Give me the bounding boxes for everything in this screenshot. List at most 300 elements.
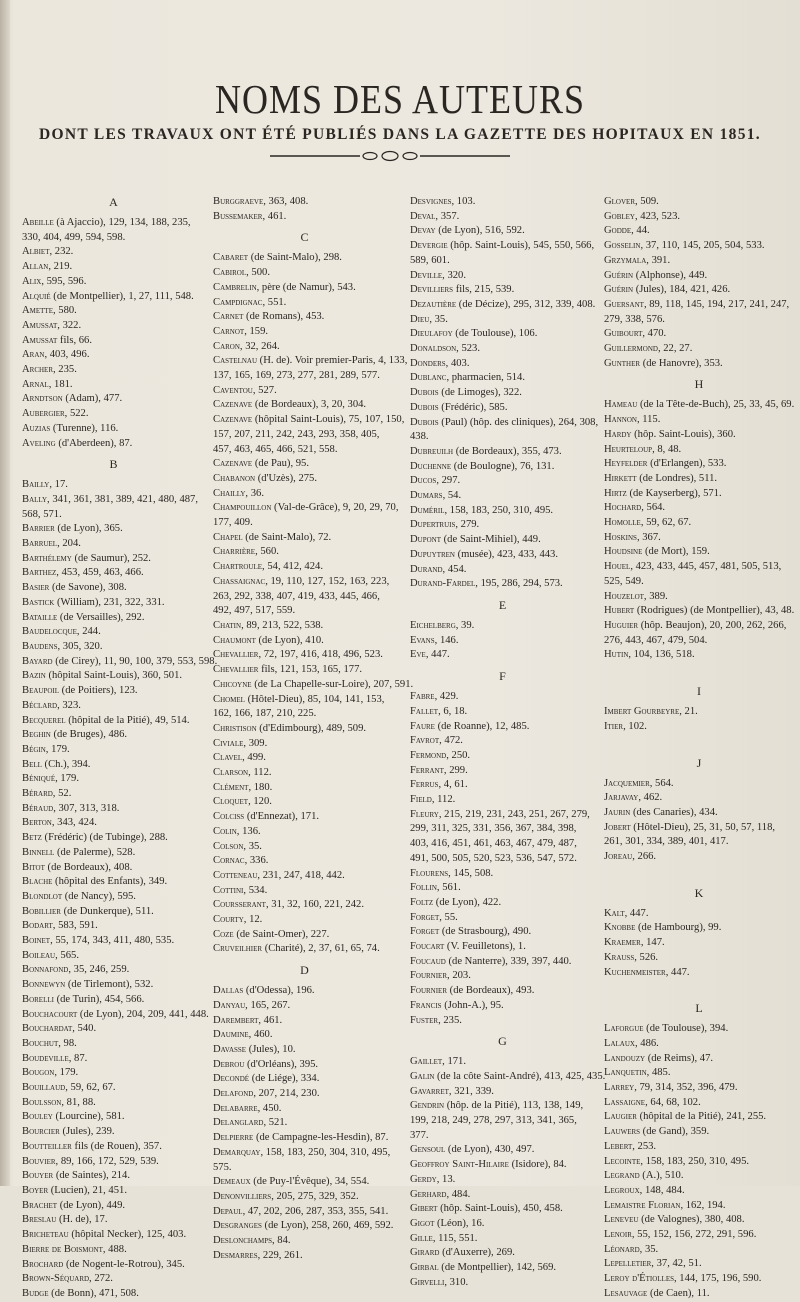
section-letter: K: [694, 885, 704, 900]
author-entry: [410, 386, 595, 401]
author-name: Girard: [410, 1247, 440, 1259]
author-references: (A.), 510.: [639, 1170, 684, 1182]
author-name: Boyer: [22, 1185, 49, 1196]
author-entry: [213, 781, 396, 796]
author-entry: [604, 966, 794, 981]
author-references: (John-A.), 95.: [441, 999, 504, 1011]
author-references: , 453, 459, 463, 466.: [56, 567, 144, 579]
author-references: , 203.: [447, 970, 471, 982]
author-name: Gensoul: [410, 1144, 446, 1156]
author-entry: [213, 751, 396, 766]
author-name: Francis: [410, 999, 442, 1011]
author-entry: [213, 531, 396, 546]
author-references: 177, 409.: [213, 517, 253, 529]
author-name: Béclard: [22, 699, 58, 711]
author-references: (de Puy-l'Évêque), 34, 554.: [250, 1176, 370, 1188]
author-references: (des Canaries), 434.: [630, 806, 718, 818]
author-name: Charrière: [213, 546, 256, 558]
author-entry: [213, 1234, 396, 1249]
author-references: (de Lyon), 449.: [57, 1199, 126, 1211]
author-name: Bouillaud: [22, 1082, 66, 1094]
author-references: (de Nancy), 595.: [62, 890, 136, 902]
author-entry: [22, 963, 205, 978]
author-references: 575.: [213, 1161, 232, 1173]
author-entry: [604, 705, 794, 720]
author-name: Follin: [410, 882, 437, 894]
author-name: Aran: [22, 349, 45, 361]
author-name: Cazenave: [213, 399, 253, 411]
author-entry: [410, 577, 595, 592]
author-references: , 59, 62, 67.: [640, 517, 692, 529]
author-references: , 147.: [640, 937, 665, 949]
author-entry: [410, 634, 595, 649]
author-name: Duméril: [410, 504, 445, 516]
author-references: (de Bordeaux), 3, 20, 304.: [252, 399, 367, 411]
author-references: , 35.: [243, 840, 262, 852]
author-references: , 207, 214, 230.: [253, 1088, 320, 1100]
author-references: (Alphonse), 449.: [633, 269, 708, 281]
author-references: 279, 338, 576.: [604, 313, 665, 325]
author-name: Bastick: [22, 596, 55, 608]
author-name: Burggraeve: [213, 196, 264, 207]
author-name: Beaupoil: [22, 685, 60, 697]
author-entry: [410, 269, 595, 284]
author-name: Gosselin: [604, 240, 641, 252]
author-entry: [213, 619, 396, 634]
author-references: , 44.: [631, 225, 650, 237]
author-entry: [213, 251, 396, 266]
author-name: Foltz: [410, 896, 434, 908]
author-references: , 35, 246, 259.: [68, 964, 130, 976]
author-name: Carnet: [213, 311, 244, 323]
author-name: Hirtz: [604, 487, 627, 499]
author-entry: [604, 413, 794, 428]
author-entry: [22, 493, 205, 508]
author-name: Blondlot: [22, 890, 63, 902]
author-entry: [22, 348, 205, 363]
author-name: Jacquemier: [604, 777, 650, 789]
author-references: , 266.: [632, 851, 657, 863]
author-references: , 363, 408.: [263, 196, 309, 207]
author-entry: [213, 1131, 396, 1146]
author-name: Desmarres: [213, 1249, 258, 1261]
author-entry: [604, 1155, 794, 1170]
author-name: Courty: [213, 914, 244, 926]
author-entry: [410, 837, 595, 852]
author-entry: [604, 936, 794, 951]
author-references: , 179.: [45, 743, 70, 755]
author-name: Knobbe: [604, 922, 636, 934]
author-references: (hôp. Saint-Louis), 450, 458.: [437, 1203, 563, 1215]
author-name: Guillermond: [604, 343, 658, 355]
author-entry: [213, 1072, 396, 1087]
author-entry: [213, 1205, 396, 1220]
author-entry: [410, 195, 595, 210]
author-entry: [410, 460, 595, 475]
author-entry: [213, 999, 396, 1014]
author-entry: [213, 1146, 396, 1161]
author-entry: [410, 401, 595, 416]
author-name: Cabaret: [213, 252, 249, 264]
author-references: , 146.: [434, 634, 459, 646]
author-entry: [604, 575, 794, 590]
author-references: , 534.: [243, 884, 268, 896]
author-references: (Lourcine), 581.: [52, 1111, 125, 1123]
author-references: , 180.: [248, 781, 273, 793]
author-references: (Adam), 477.: [62, 393, 123, 405]
author-entry: [22, 290, 205, 305]
author-entry: [213, 325, 396, 340]
author-name: Cambrelin: [213, 281, 257, 293]
author-entry: [213, 501, 399, 516]
author-name: Castelnau: [213, 355, 258, 367]
author-entry: [604, 590, 794, 605]
author-entry: [213, 869, 396, 884]
author-name: Dieulafoy: [410, 328, 453, 340]
author-references: , 560.: [255, 546, 279, 558]
author-name: Boutteiller: [22, 1140, 72, 1152]
author-entry: [22, 231, 205, 246]
author-name: Betz: [22, 832, 42, 844]
author-references: , pharmacien, 514.: [446, 372, 525, 384]
author-entry: [604, 907, 794, 922]
author-references: (hôp. Beaujon), 20, 200, 262, 266,: [638, 619, 787, 631]
author-references: , 583, 591.: [52, 920, 98, 932]
author-name: Houdsine: [604, 546, 643, 558]
author-entry: [213, 913, 396, 928]
author-name: Barthez: [22, 567, 57, 579]
author-references: , 580.: [52, 305, 77, 317]
author-entry: [22, 919, 205, 934]
author-entry: [22, 566, 205, 581]
author-references: , 54.: [442, 490, 462, 502]
author-entry: [22, 1155, 205, 1170]
author-references: (Charité), 2, 37, 61, 65, 74.: [262, 943, 380, 955]
author-name: Donders: [410, 357, 446, 369]
section-letter: J: [696, 755, 702, 770]
author-references: (de Strasbourg), 490.: [439, 926, 532, 938]
author-entry: [410, 563, 595, 578]
author-entry: [410, 1085, 595, 1100]
index-column-1: [22, 195, 218, 1302]
author-references: , 35.: [639, 1243, 659, 1255]
author-references: , 204.: [57, 538, 81, 550]
author-entry: [410, 1070, 606, 1085]
author-entry: [604, 487, 794, 502]
author-name: Ducos: [410, 475, 437, 487]
author-name: Gille: [410, 1232, 433, 1244]
author-entry: [22, 831, 205, 846]
author-references: , 367.: [636, 531, 661, 543]
author-references: (de Romans), 453.: [243, 311, 325, 323]
author-references: , 64, 68, 102.: [645, 1096, 701, 1108]
author-entry: [604, 327, 794, 342]
author-references: (de Versailles), 292.: [57, 611, 145, 623]
author-name: Bobillier: [22, 905, 61, 917]
author-name: Cruveilhier: [213, 943, 263, 955]
author-name: Durand-Fardel: [410, 578, 476, 590]
author-name: Alix: [22, 275, 42, 287]
author-references: , 336.: [244, 855, 269, 867]
author-name: Lepelletier: [604, 1258, 652, 1270]
author-entry: [22, 699, 205, 714]
author-name: Deval: [410, 210, 436, 222]
author-name: Archer: [22, 364, 53, 376]
author-name: Bouchut: [22, 1037, 59, 1049]
author-name: Fournier: [410, 985, 448, 997]
author-references: (de Bonn), 471, 508.: [48, 1287, 139, 1299]
index-column-4: [604, 195, 794, 1302]
author-name: Grzymala: [604, 254, 647, 266]
author-references: (d'Erlangen), 533.: [647, 458, 727, 470]
author-name: Dupont: [410, 534, 441, 546]
author-entry: [22, 816, 205, 831]
author-references: , 8, 48.: [652, 443, 682, 455]
author-entry: [213, 634, 396, 649]
author-name: Glover: [604, 196, 635, 207]
author-references: , 162, 194.: [680, 1199, 726, 1211]
author-references: (hôpital des Enfants), 349.: [52, 876, 168, 888]
author-references: (de Lyon), 365.: [54, 523, 123, 535]
author-entry: [410, 999, 595, 1014]
author-references: 261, 301, 334, 389, 401, 417.: [604, 836, 729, 848]
author-entry: [410, 881, 595, 896]
author-name: Flourens: [410, 867, 449, 879]
author-references: , 540.: [72, 1023, 97, 1035]
author-references: (H. de), 17.: [56, 1214, 108, 1226]
section-spacer: [604, 865, 794, 880]
author-references: , 486.: [634, 1037, 659, 1049]
author-entry: [604, 921, 794, 936]
author-references: , 321, 339.: [448, 1085, 494, 1097]
author-entry: [213, 928, 396, 943]
author-name: Colson: [213, 840, 244, 852]
author-name: Delpierre: [213, 1132, 254, 1144]
author-references: (d'Uzès), 275.: [255, 472, 318, 484]
author-references: 568, 571.: [22, 508, 62, 520]
author-name: Bonnewyn: [22, 979, 66, 991]
author-name: Durand: [410, 563, 443, 575]
author-entry: [22, 772, 205, 787]
author-references: , 461.: [258, 1014, 283, 1026]
author-references: (d'Edimbourg), 489, 509.: [256, 722, 367, 734]
author-references: , 526.: [634, 951, 659, 963]
author-references: (de Boulogne), 76, 131.: [451, 460, 555, 472]
author-name: Clavel: [213, 752, 243, 764]
author-entry: [22, 1287, 205, 1302]
author-name: Demeaux: [213, 1176, 251, 1188]
author-references: , 307, 313, 318.: [53, 802, 120, 814]
section-letter: C: [300, 230, 309, 245]
author-references: (Jules), 10.: [246, 1043, 296, 1055]
author-entry: [410, 416, 599, 431]
author-name: Amette: [22, 305, 53, 317]
author-references: , 235.: [438, 1014, 462, 1026]
author-name: Christison: [213, 722, 257, 734]
author-name: Danyau: [213, 999, 246, 1011]
author-name: Cornac: [213, 855, 245, 867]
author-name: Heurteloup: [604, 443, 653, 455]
author-name: Eve: [410, 649, 426, 661]
author-references: , 565.: [55, 949, 79, 961]
author-entry: [22, 728, 205, 743]
author-name: Faure: [410, 720, 435, 732]
author-entry: [22, 949, 205, 964]
author-name: Cazenave: [213, 414, 253, 426]
author-name: Aubergier: [22, 408, 65, 420]
author-entry: [410, 940, 595, 955]
author-entry: [604, 239, 794, 254]
author-references: , 454.: [442, 563, 467, 575]
author-references: (de Bordeaux), 493.: [447, 985, 535, 997]
author-entry: [213, 898, 396, 913]
author-name: Bataille: [22, 611, 58, 623]
author-references: (de Campagne-les-Hesdin), 87.: [253, 1132, 389, 1144]
author-references: (Paul) (hôp. des cliniques), 264, 308,: [438, 416, 599, 428]
author-entry: [604, 1243, 794, 1258]
author-references: (de Reims), 47.: [645, 1052, 714, 1064]
author-references: , 158, 183, 250, 310, 495.: [444, 504, 554, 516]
author-references: 589, 601.: [410, 254, 450, 266]
author-references: (de Lyon), 422.: [433, 896, 502, 908]
author-name: Basier: [22, 582, 50, 594]
author-name: Girbal: [410, 1262, 439, 1274]
author-name: Guérin: [604, 269, 634, 281]
author-references: , 205, 275, 329, 352.: [271, 1191, 359, 1202]
author-name: Davasse: [213, 1043, 247, 1055]
author-entry: [22, 684, 205, 699]
author-entry: [213, 854, 396, 869]
author-references: (Lucien), 21, 451.: [48, 1185, 127, 1196]
author-entry: [604, 298, 794, 313]
author-references: , 499.: [242, 752, 266, 764]
author-references: (Jules), 184, 421, 426.: [633, 284, 731, 296]
author-name: Leroy d'Étiolles: [604, 1273, 674, 1285]
author-entry: [604, 1140, 794, 1155]
author-entry: [213, 648, 396, 663]
author-references: , 120.: [248, 796, 272, 808]
author-name: Chatin: [213, 619, 242, 631]
author-references: , 87.: [68, 1052, 88, 1064]
author-references: , 59, 62, 67.: [65, 1082, 116, 1094]
author-entry: [213, 516, 396, 531]
author-references: , 297.: [436, 475, 461, 487]
author-entry: [410, 1202, 595, 1217]
author-name: Binnell: [22, 846, 55, 858]
author-name: Godde: [604, 225, 632, 237]
author-references: 276, 443, 467, 479, 504.: [604, 634, 708, 646]
author-name: Debrou: [213, 1058, 245, 1070]
author-name: Albiet: [22, 246, 50, 258]
author-name: Gigot: [410, 1218, 435, 1229]
author-references: (d'Ennezat), 171.: [244, 811, 320, 823]
author-entry: [213, 413, 405, 428]
author-name: Gendrin: [410, 1100, 445, 1112]
author-references: 457, 463, 465, 466, 521, 558.: [213, 443, 338, 455]
author-name: Chailly: [213, 487, 246, 499]
author-entry: [604, 269, 794, 284]
author-references: , 235.: [53, 364, 77, 376]
author-references: , 250.: [446, 749, 471, 761]
author-entry: [410, 254, 595, 269]
author-entry: [410, 808, 595, 823]
author-entry: [213, 340, 396, 355]
author-references: (Val-de-Grâce), 9, 20, 29, 70,: [271, 502, 399, 514]
author-references: (de Lyon), 516, 592.: [435, 225, 525, 237]
author-references: , 462.: [638, 792, 663, 804]
author-references: , 215, 219, 231, 243, 251, 267, 279,: [438, 808, 590, 820]
author-entry: [213, 1116, 396, 1131]
author-name: Alquié: [22, 290, 51, 302]
author-name: Dubreuilh: [410, 445, 454, 457]
author-name: Evans: [410, 634, 435, 646]
author-references: (de Roanne), 12, 485.: [434, 720, 530, 732]
author-references: , 35.: [429, 313, 448, 325]
author-name: Bourcier: [22, 1126, 60, 1138]
author-references: (de Cirey), 11, 90, 100, 379, 553, 598.: [52, 655, 218, 667]
author-name: Boinet: [22, 935, 51, 947]
page-subtitle: DONT LES TRAVAUX ONT ÉTÉ PUBLIÉS DANS LA GAZETTE DES HOPITAUX EN 1851.: [39, 126, 761, 143]
author-entry: [604, 835, 794, 850]
author-entry: [604, 1125, 794, 1140]
author-references: , 52.: [52, 788, 72, 800]
author-references: (de Gand), 359.: [640, 1126, 710, 1138]
author-entry: [213, 472, 396, 487]
author-entry: [22, 1140, 205, 1155]
author-references: , 136.: [236, 825, 261, 837]
author-entry: [22, 319, 205, 334]
author-name: Auzias: [22, 422, 51, 434]
author-entry: [410, 1232, 595, 1247]
author-entry: [604, 720, 794, 735]
author-name: Foucaud: [410, 955, 446, 967]
author-name: Bégin: [22, 743, 46, 755]
author-entry: [604, 224, 794, 239]
author-name: Barruel: [22, 538, 58, 550]
author-references: 157, 207, 211, 242, 243, 293, 358, 405,: [213, 428, 380, 440]
author-entry: [22, 846, 205, 861]
author-name: Amussat: [22, 319, 58, 331]
author-name: Hoskins: [604, 531, 637, 543]
author-name: Depaul: [213, 1205, 243, 1217]
author-entry: [410, 969, 595, 984]
author-name: Chomel: [213, 693, 245, 705]
author-entry: [410, 283, 595, 298]
author-name: Desgranges: [213, 1220, 262, 1232]
author-name: Cazenave: [213, 458, 253, 470]
author-entry: [410, 504, 595, 519]
author-references: 403, 416, 451, 461, 463, 467, 479, 487,: [410, 838, 577, 850]
author-references: , 171.: [442, 1056, 466, 1068]
author-references: , 158, 183, 250, 310, 495.: [640, 1155, 750, 1167]
author-references: (de Nanterre), 339, 397, 440.: [445, 955, 572, 967]
author-name: Forget: [410, 926, 440, 938]
author-references: , 305, 320.: [57, 640, 103, 652]
section-letter: I: [697, 684, 701, 699]
author-references: , 6, 18.: [438, 705, 468, 717]
author-name: Lesauvage: [604, 1287, 648, 1299]
author-references: (hôp. de la Pitié), 113, 138, 149,: [444, 1100, 584, 1112]
author-references: , 527.: [252, 384, 277, 396]
author-entry: [213, 281, 396, 296]
author-references: , 561.: [436, 882, 461, 894]
author-entry: [604, 1257, 794, 1272]
author-name: Dubois: [410, 387, 439, 399]
author-name: Guibourt: [604, 328, 643, 340]
author-entry: [213, 1028, 396, 1043]
author-name: Bouvier: [22, 1155, 56, 1167]
author-entry: [22, 1228, 205, 1243]
